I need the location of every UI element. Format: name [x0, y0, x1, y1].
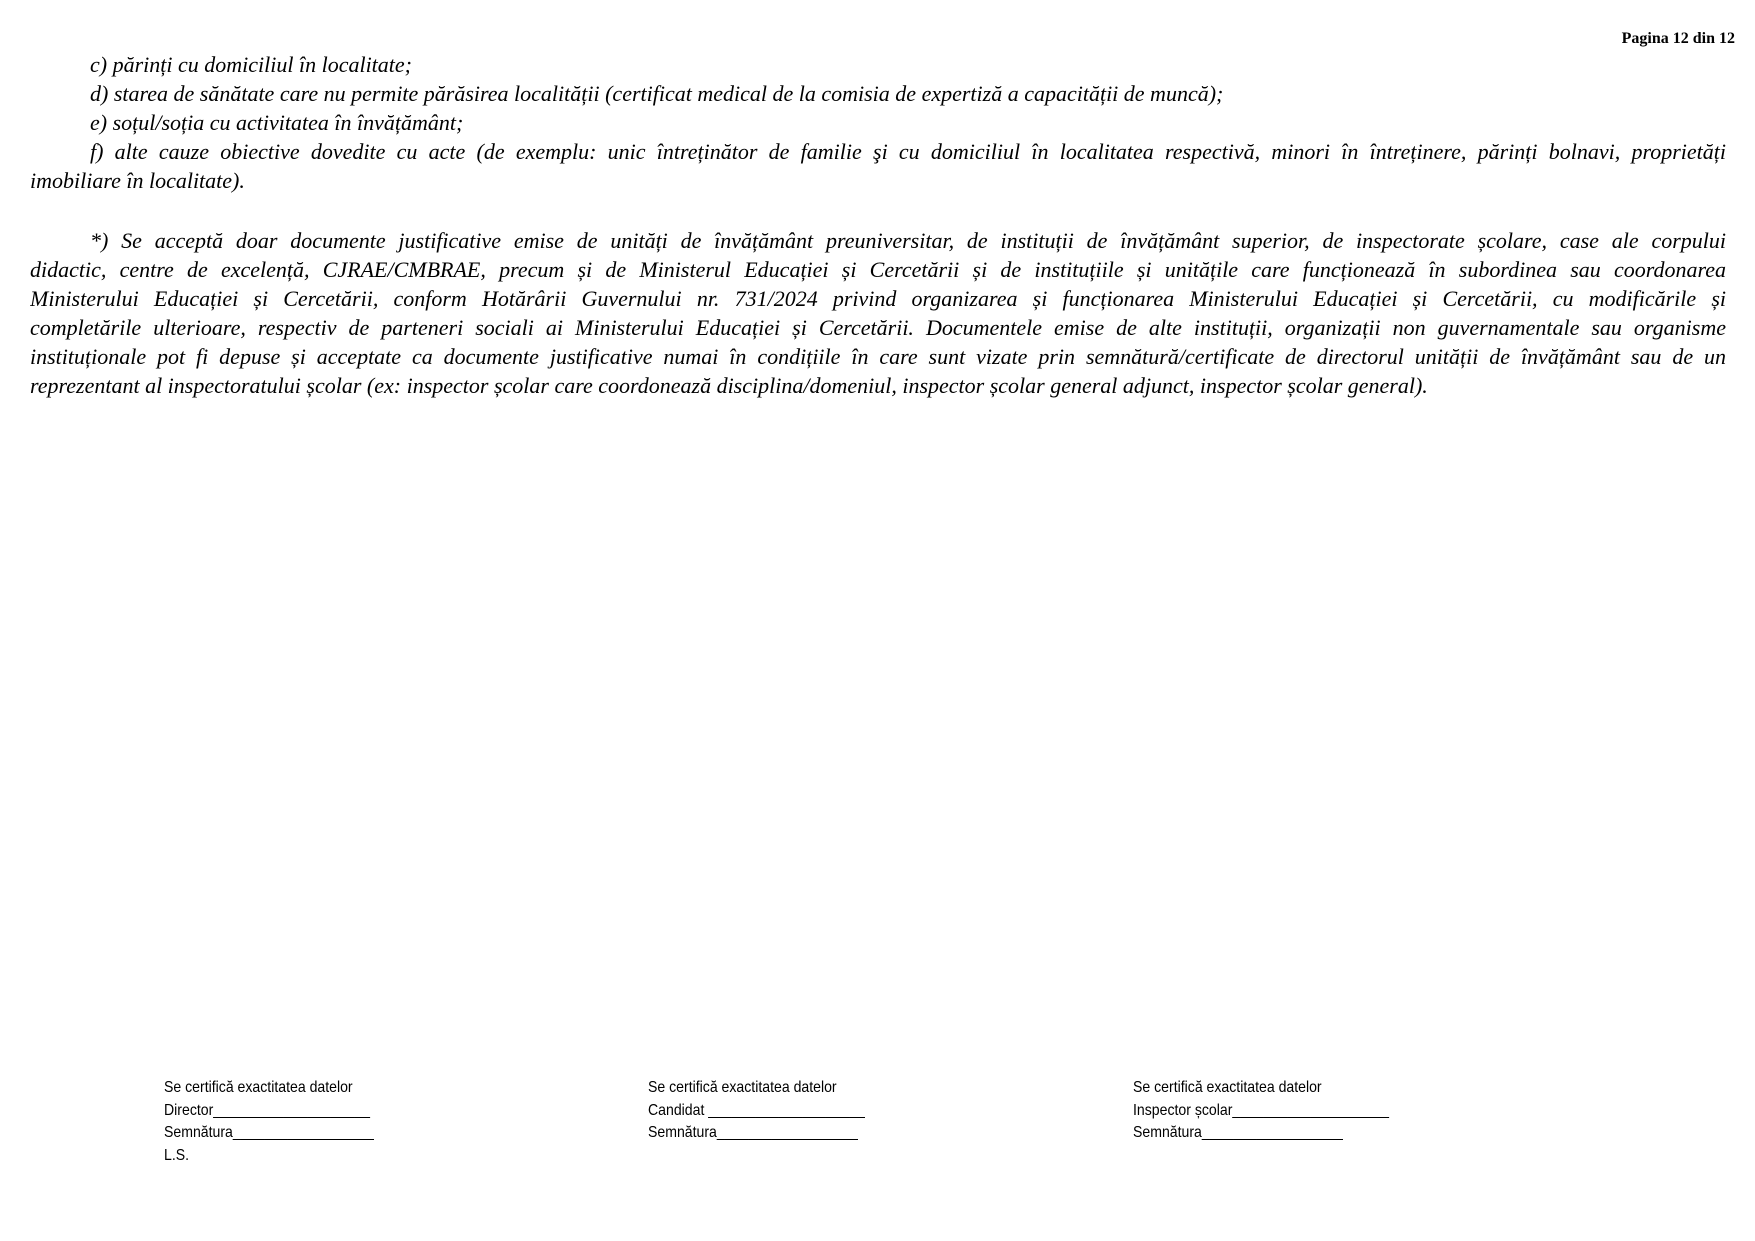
- footnote-paragraph: [30, 226, 1726, 400]
- signature-field: Semnătura__________________: [1133, 1124, 1343, 1141]
- footnote-line: Ministerului Educației și Cercetării, conform Hotărârii Guvernului nr. 731/2024 privind organizarea și funcționarea Ministerului Educației și Cercetării, cu modificările și: [30, 286, 1726, 311]
- certify-text: Se certifică exactitatea datelor: [1133, 1079, 1322, 1096]
- signature-block-candidat: [648, 1077, 865, 1145]
- footnote-line: *) Se acceptă doar documente justificative emise de unități de învățământ preuniversitar, de instituții de învățământ superior, de inspectorate școlare, case ale corpului: [90, 228, 1726, 253]
- page-number: Pagina 12 din 12: [1621, 30, 1735, 47]
- footnote-line: reprezentant al inspectoratului școlar (ex: inspector școlar care coordonează disciplina/domeniul, inspector școlar general adjunct, inspector școlar general).: [30, 373, 1428, 398]
- inspector-field: Inspector școlar____________________: [1133, 1101, 1389, 1119]
- footnote-line: completările ulterioare, respectiv de parteneri sociali ai Ministerului Educației și Cercetării. Documentele emise de alte instituții, organizații non guvernamentale sau organisme: [30, 315, 1726, 340]
- footnote-line: instituționale pot fi depuse și acceptate ca documente justificative numai în condițiile în care sunt vizate prin semnătură/certificate de directorul unității de învățământ sau de un: [30, 344, 1726, 369]
- signature-field: Semnătura__________________: [164, 1124, 374, 1141]
- certify-text: Se certifică exactitatea datelor: [164, 1079, 353, 1096]
- list-item-d: d) starea de sănătate care nu permite părăsirea localității (certificat medical de la comisia de expertiză a capacității de muncă);: [90, 81, 1224, 106]
- director-field: Director____________________: [164, 1101, 370, 1119]
- signature-block-director: [164, 1077, 374, 1167]
- criteria-list: [30, 50, 1726, 195]
- list-item-f-line1: f) alte cauze obiective dovedite cu acte (de exemplu: unic întreținător de familie şi cu domiciliul în localitatea respectivă, minori în întreținere, părinți bolnavi, proprietăți: [90, 139, 1726, 164]
- certify-text: Se certifică exactitatea datelor: [648, 1079, 837, 1096]
- list-item-c: c) părinți cu domiciliul în localitate;: [90, 52, 412, 77]
- list-item-f-line2: imobiliare în localitate).: [30, 168, 245, 193]
- list-item-e: e) soțul/soția cu activitatea în învățământ;: [90, 110, 464, 135]
- signature-block-inspector: [1133, 1077, 1389, 1145]
- signature-field: Semnătura__________________: [648, 1124, 858, 1141]
- candidat-field: Candidat ____________________: [648, 1101, 865, 1119]
- stamp-label: L.S.: [164, 1146, 190, 1164]
- footnote-line: didactic, centre de excelență, CJRAE/CMBRAE, precum și de Ministerul Educației și Cercetării și de instituțiile și unitățile care funcționează în subordinea sau coordonarea: [30, 257, 1726, 282]
